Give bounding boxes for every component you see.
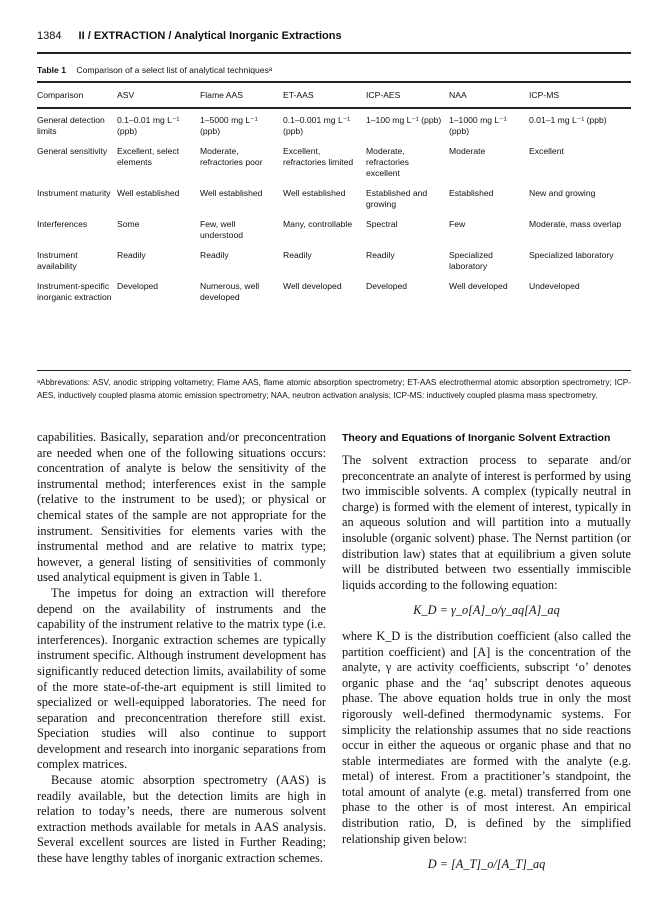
table-label: Table 1 bbox=[37, 65, 66, 75]
paragraph: capabilities. Basically, separation and/or preconcentration are needed when one of the following situations occurs: concentration of analyte is below the sensitivity of the instrumental method; interferences exist in the sample (relative to the instrument to be used); or physical or chemical states of the sample are not appropriate for the instrument. Sensitivities for elements varies with the instrumental method and are relative to matrix type; however, a general listing of sensitivities of commonly used analytical equipment is given in Table 1. bbox=[37, 430, 326, 585]
table-cell: 0.1–0.001 mg L⁻¹ (ppb) bbox=[283, 115, 351, 136]
comparison-table bbox=[37, 84, 631, 306]
table-cell: 1–1000 mg L⁻¹ (ppb) bbox=[449, 115, 507, 136]
table-cell: Specialized laboratory bbox=[529, 250, 614, 260]
page-number: 1384 bbox=[37, 30, 62, 42]
row-label: Instrument-specific inorganic extraction bbox=[37, 281, 112, 302]
table-cell: Well established bbox=[283, 188, 346, 198]
table-cell: Excellent, refractories limited bbox=[283, 146, 354, 167]
table-row bbox=[37, 182, 631, 213]
right-column bbox=[342, 432, 631, 883]
paragraph: The impetus for doing an extraction will therefore depend on the availability of instruments and the capability of the instrument relative to the matrix type (i.e. interferences). Inorganic extraction schemes are typically instrument specific. Although instrument development has significantly reduced detection limits, availability of some of the more state-of-the-art equipment is still limited to specialized or well-equipped laboratories. The need for separation and preconcentration therefore still exist. Speciation studies will also continue to support development and research into inorganic separations from complex matrices. bbox=[37, 585, 326, 772]
paragraph: The solvent extraction process to separate and/or preconcentrate an analyte of interest is performed by using two immiscible solvents. A complex (typically neutral in charge) is formed with the element of interest, typically in an aqueous solution and will partition into a mutually insoluble (organic solvent) phase. The Nernst partition (or distribution law) states that at equilibrium a given solute will be distributed between two essentially immiscible liquids according to the following equation: bbox=[342, 453, 631, 592]
column-header: ET-AAS bbox=[283, 90, 314, 100]
column-header: ICP-MS bbox=[529, 90, 560, 100]
equation-d: D = [A_T]_o/[A_T]_aq bbox=[427, 857, 546, 872]
paragraph: where K_D is the distribution coefficient (also called the partition coefficient) and [A] is the concentration of the analyte, γ are activity coefficients, subscript ‘o’ denotes organic phase and the ‘aq’ subscript denotes aqueous phase. The above equation holds true in only the most rigorously well-defined thermodynamic systems. For simplicity the relationship assumes that no side reactions occur in either the aqueous or organic phase and that no stable intermediates are formed with the analyte (e.g. metal) of interest. From a practitioner’s standpoint, the total amount of analyte (e.g. metal) transferred from one phase to the other is of most interest. An empirical distribution ratio, D, is defined by the simplified relationship given below: bbox=[342, 628, 631, 846]
table-header-row bbox=[37, 84, 631, 108]
table-cell: Readily bbox=[366, 250, 395, 260]
table-row bbox=[37, 275, 631, 306]
row-label: Interferences bbox=[37, 219, 88, 229]
table-cell: Established and growing bbox=[366, 188, 428, 209]
table-cell: Developed bbox=[117, 281, 159, 291]
table-cell: Well developed bbox=[283, 281, 342, 291]
row-label: General sensitivity bbox=[37, 146, 108, 156]
row-label: Instrument maturity bbox=[37, 188, 111, 198]
table-caption-text: Comparison of a select list of analytical techniquesᵃ bbox=[76, 65, 273, 75]
table-cell: Readily bbox=[200, 250, 229, 260]
table-row bbox=[37, 244, 631, 275]
table-row bbox=[37, 140, 631, 182]
table-cell: 1–5000 mg L⁻¹ (ppb) bbox=[200, 115, 258, 136]
paragraph: Because atomic absorption spectrometry (AAS) is readily available, but the detection limits are high in relation to today’s needs, there are numerous solvent extraction methods available for metals in AAS analysis. Several excellent sources are listed in Further Reading; these have lengthy tables of inorganic extraction schemes. bbox=[37, 773, 326, 866]
table-bottom-rule bbox=[37, 370, 631, 371]
table-cell: Developed bbox=[366, 281, 408, 291]
table-cell: Numerous, well developed bbox=[200, 281, 260, 302]
section-title: II / EXTRACTION / Analytical Inorganic Extractions bbox=[78, 30, 342, 42]
table-cell: New and growing bbox=[529, 188, 596, 198]
table-cell: Specialized laboratory bbox=[449, 250, 493, 271]
table-cell: Undeveloped bbox=[529, 281, 580, 291]
column-header: ASV bbox=[117, 90, 135, 100]
table-cell: Readily bbox=[117, 250, 146, 260]
left-column bbox=[37, 430, 326, 867]
column-header: NAA bbox=[449, 90, 467, 100]
column-header: ICP-AES bbox=[366, 90, 401, 100]
row-label: Instrument availability bbox=[37, 250, 78, 271]
table-footnote: ᵃAbbrevations: ASV, anodic stripping voltametry; Flame AAS, flame atomic absorption spectrometry; ET-AAS electrothermal atomic absorption spectrometry; ICP-AES, inductively coupled plasma atomic emission spectrometry; NAA, neutron activation analysis; ICP-MS: inductively coupled plasma mass spectrometry. bbox=[37, 378, 631, 400]
table-cell: Moderate bbox=[449, 146, 486, 156]
table-top-rule bbox=[37, 81, 631, 83]
table-cell: Moderate, refractories excellent bbox=[366, 146, 409, 178]
table-row bbox=[37, 108, 631, 140]
table-cell: Some bbox=[117, 219, 140, 229]
column-header: Flame AAS bbox=[200, 90, 243, 100]
table-cell: Moderate, mass overlap bbox=[529, 219, 622, 229]
table-cell: Few bbox=[449, 219, 466, 229]
table-cell: Spectral bbox=[366, 219, 398, 229]
table-cell: Many, controllable bbox=[283, 219, 353, 229]
table-caption bbox=[37, 65, 272, 75]
table-cell: Well developed bbox=[449, 281, 508, 291]
table-cell: Readily bbox=[283, 250, 312, 260]
table-cell: 0.1–0.01 mg L⁻¹ (ppb) bbox=[117, 115, 180, 136]
table-cell: Well established bbox=[200, 188, 263, 198]
column-header: Comparison bbox=[37, 90, 84, 100]
row-label: General detection limits bbox=[37, 115, 105, 136]
table-cell: 1–100 mg L⁻¹ (ppb) bbox=[366, 115, 442, 125]
table-cell: Excellent bbox=[529, 146, 564, 156]
table-cell: Excellent, select elements bbox=[117, 146, 180, 167]
table-cell: Established bbox=[449, 188, 494, 198]
table-cell: 0.01–1 mg L⁻¹ (ppb) bbox=[529, 115, 607, 125]
running-header bbox=[37, 30, 342, 42]
equation-kd: K_D = γ_o[A]_o/γ_aq[A]_aq bbox=[413, 603, 560, 618]
section-heading: Theory and Equations of Inorganic Solvent Extraction bbox=[342, 432, 611, 444]
table-cell: Well established bbox=[117, 188, 180, 198]
header-rule bbox=[37, 52, 631, 54]
table-cell: Moderate, refractories poor bbox=[200, 146, 263, 167]
table-row bbox=[37, 213, 631, 244]
table-cell: Few, well understood bbox=[200, 219, 244, 240]
